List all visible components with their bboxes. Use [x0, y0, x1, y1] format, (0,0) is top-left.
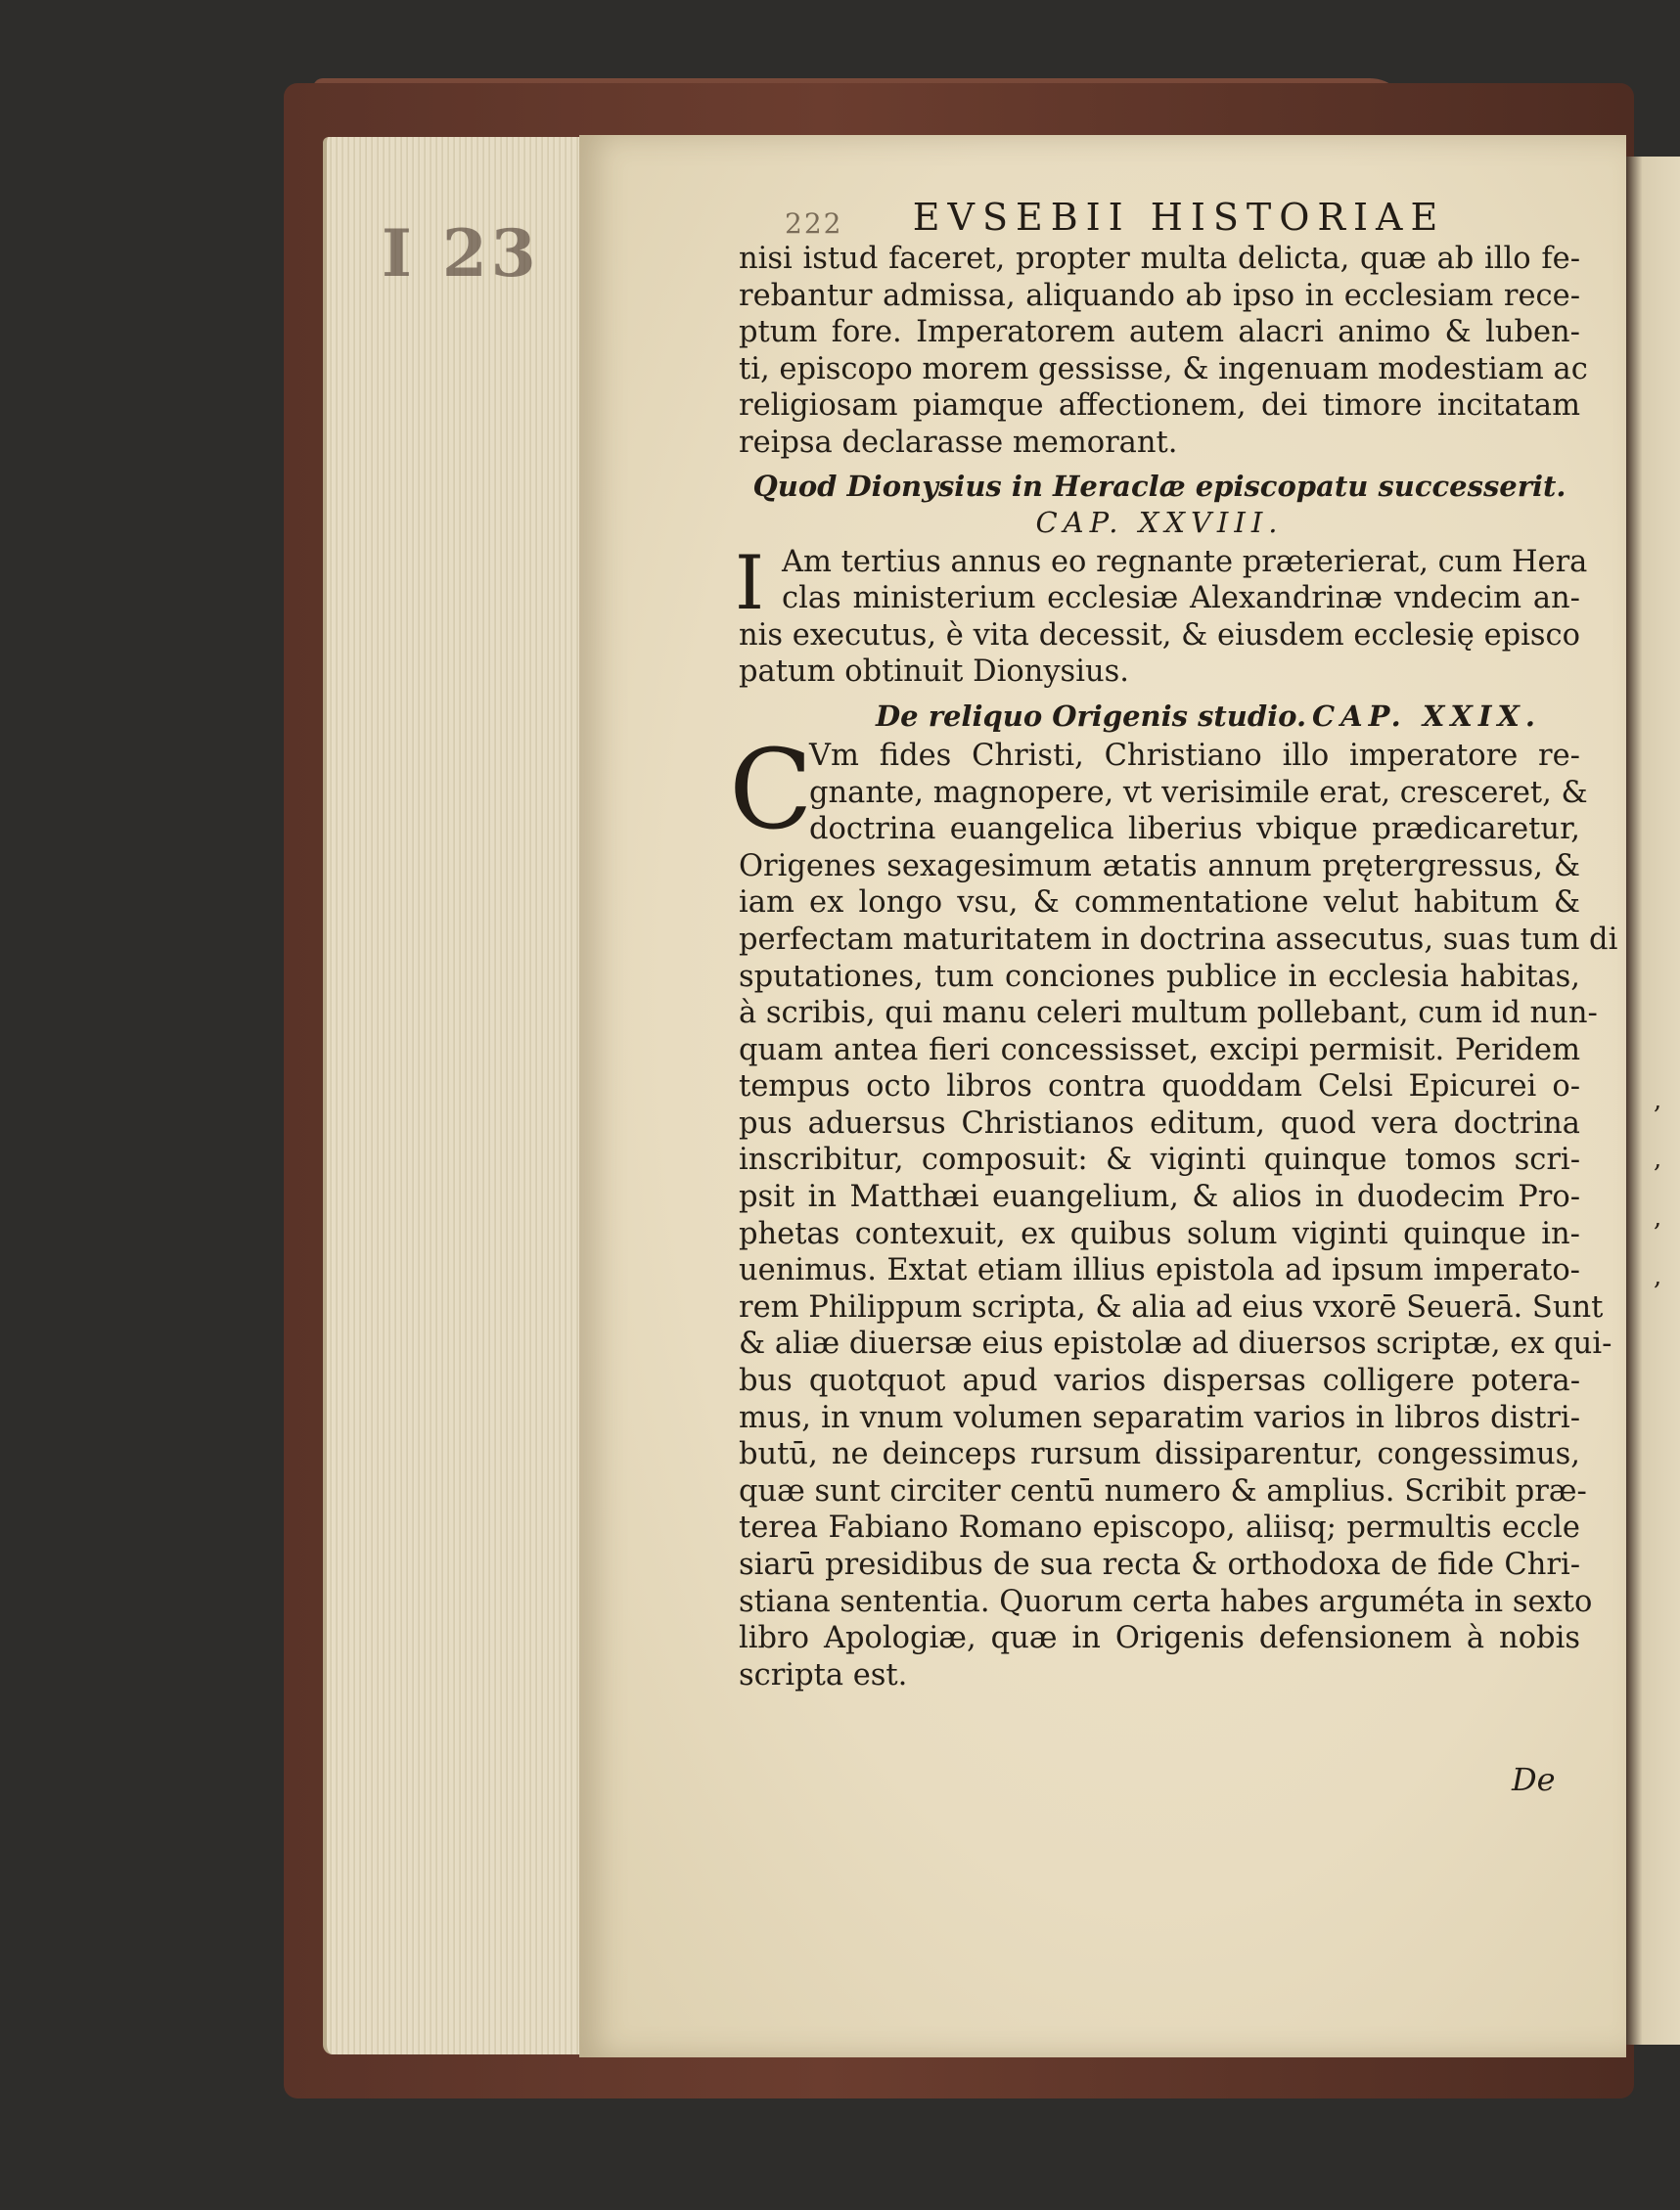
- text-line: quam antea fieri concessisset, excipi permisit. Peridem: [739, 1032, 1580, 1067]
- text-line: ptum fore. Imperatorem autem alacri animo & luben-: [739, 315, 1580, 350]
- text-line: libro Apologiæ, quæ in Origenis defensionem à nobis: [739, 1621, 1580, 1656]
- facing-page-mark: ,: [1654, 1145, 1662, 1174]
- text-line: butū, ne deinceps rursum dissiparentur, congessimus,: [739, 1437, 1580, 1472]
- text-line: uenimus. Extat etiam illius epistola ad ipsum imperato-: [739, 1253, 1580, 1288]
- text-line: reipsa declarasse memorant.: [739, 425, 1178, 460]
- text-line: Origenes sexagesimum ætatis annum prętergressus, &: [739, 848, 1580, 883]
- page-edges-left: [323, 137, 591, 2054]
- chapter-heading-28: Quod Dionysius in Heraclæ episcopatu successerit.: [752, 469, 1566, 503]
- facing-page-mark: ,: [1654, 1203, 1662, 1233]
- text-line: iam ex longo vsu, & commentatione velut habitum &: [739, 885, 1580, 921]
- text-line: psit in Matthæi euangelium, & alios in duodecim Pro-: [739, 1180, 1580, 1215]
- text-line: nisi istud faceret, propter multa delicta, quæ ab illo fe-: [739, 242, 1580, 276]
- chapter-number-28: CAP. XXVIII.: [1035, 505, 1284, 539]
- chapter-heading-29: [739, 695, 1580, 738]
- text-line: quæ sunt circiter centū numero & amplius. Scribit præ-: [739, 1473, 1587, 1509]
- text-line: sputationes, tum conciones publice in ecclesia habitas,: [739, 959, 1580, 994]
- text-line: doctrina euangelica liberius vbique prædicaretur,: [809, 812, 1580, 847]
- text-line: pus aduersus Christianos editum, quod vera doctrina: [739, 1105, 1580, 1141]
- text-line: inscribitur, composuit: & viginti quinque tomos scri-: [739, 1143, 1580, 1178]
- page-number: 222: [785, 207, 843, 240]
- text-line: religiosam piamque affectionem, dei timore incitatam: [739, 388, 1580, 424]
- text-line: rem Philippum scripta, & alia ad eius vxorē Seuerā. Sunt: [739, 1289, 1604, 1325]
- text-line: nis executus, è vita decessit, & eiusdem ecclesię episco: [739, 617, 1580, 653]
- chapter-title-29: De reliquo Origenis studio.: [876, 699, 1307, 733]
- text-line: terea Fabiano Romano episcopo, aliisq; permultis eccle: [739, 1511, 1580, 1546]
- facing-page-mark: ,: [1654, 1086, 1662, 1115]
- text-line: scripta est.: [739, 1657, 908, 1692]
- text-line: gnante, magnopere, vt verisimile erat, cresceret, &: [809, 775, 1588, 810]
- paragraph-3: [729, 726, 1618, 1693]
- paragraph-2: [735, 538, 1588, 691]
- facing-page-mark: ,: [1654, 1262, 1662, 1291]
- text-line: & aliæ diuersæ eius epistolæ ad diuersos scriptæ, ex qui-: [739, 1327, 1612, 1362]
- text-line: mus, in vnum volumen separatim varios in libros distri-: [739, 1400, 1580, 1435]
- spine-label: I 23: [382, 215, 540, 292]
- text-line: clas ministerium ecclesiæ Alexandrinæ vndecim an-: [782, 581, 1580, 616]
- text-line: patum obtinuit Dionysius.: [739, 654, 1129, 690]
- text-line: ti, episcopo morem gessisse, & ingenuam modestiam ac: [739, 351, 1588, 386]
- text-line: Am tertius annus eo regnante præterierat, cum Hera: [782, 544, 1588, 579]
- catchword: De: [1512, 1761, 1556, 1798]
- page-text: [729, 196, 1618, 1693]
- text-line: tempus octo libros contra quoddam Celsi Epicurei o-: [739, 1069, 1580, 1105]
- text-line: perfectam maturitatem in doctrina assecutus, suas tum di: [739, 922, 1618, 957]
- paragraph-1: [739, 241, 1588, 462]
- text-line: Vm fides Christi, Christiano illo imperatore re-: [809, 738, 1580, 773]
- running-head: EVSEBII HISTORIAE: [912, 196, 1446, 239]
- chapter-number-29: CAP. XXIX.: [1312, 699, 1541, 733]
- drop-cap: I: [735, 538, 765, 626]
- text-line: à scribis, qui manu celeri multum pollebant, cum id nun-: [739, 996, 1598, 1031]
- text-line: bus quotquot apud varios dispersas colligere potera-: [739, 1364, 1580, 1399]
- drop-cap: C: [729, 726, 813, 854]
- text-line: siarū presidibus de sua recta & orthodoxa de fide Chri-: [739, 1548, 1580, 1582]
- text-line: rebantur admissa, aliquando ab ipso in ecclesiam rece-: [739, 278, 1580, 313]
- text-line: stiana sententia. Quorum certa habes arguméta in sexto: [739, 1584, 1593, 1619]
- text-line: phetas contexuit, ex quibus solum viginti quinque in-: [739, 1216, 1580, 1251]
